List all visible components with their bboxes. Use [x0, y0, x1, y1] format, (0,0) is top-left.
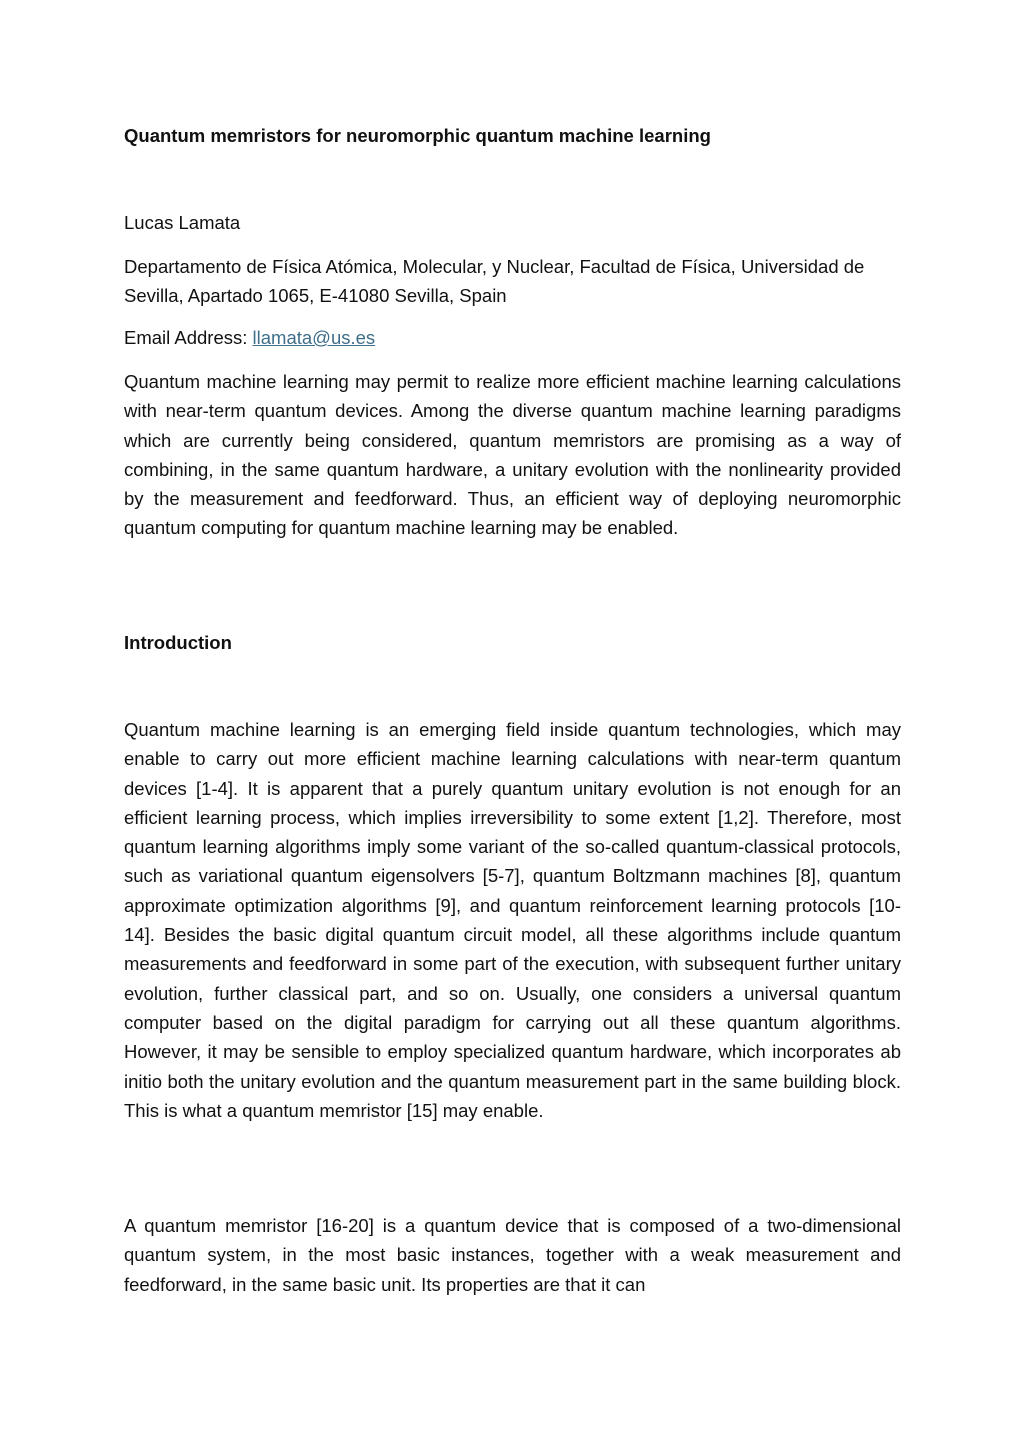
author-affiliation: Departamento de Física Atómica, Molecular, y Nuclear, Facultad de Física, Universidad de Sevilla, Apartado 1065, E-41080 Sevilla, Spain	[124, 256, 865, 306]
author-name: Lucas Lamata	[124, 212, 241, 233]
email-link[interactable]: llamata@us.es	[252, 327, 376, 348]
introduction-heading: Introduction	[124, 632, 232, 653]
email-label: Email Address:	[124, 327, 253, 348]
introduction-paragraph: Quantum machine learning is an emerging field inside quantum technologies, which may enable to carry out more efficient machine learning calculations with near-term quantum devices [1-4]. It is apparent that a purely quantum unitary evolution is not enough for an efficient learning process, which implies irreversibility to some extent [1,2]. Therefore, most quantum learning algorithms imply some variant of the so-called quantum-classical protocols, such as variational quantum eigensolvers [5-7], quantum Boltzmann machines [8], quantum approximate optimization algorithms [9], and quantum reinforcement learning protocols [10-14]. Besides the basic digital quantum circuit model, all these algorithms include quantum measurements and feedforward in some part of the execution, with subsequent further unitary evolution, further classical part, and so on. Usually, one considers a universal quantum computer based on the digital paradigm for carrying out all these quantum algorithms. However, it may be sensible to employ specialized quantum hardware, which incorporates ab initio both the unitary evolution and the quantum measurement part in the same building block. This is what a quantum memristor [15] may enable.	[124, 719, 901, 1121]
paper-title: Quantum memristors for neuromorphic quantum machine learning	[124, 125, 711, 146]
introduction-paragraph: A quantum memristor [16-20] is a quantum device that is composed of a two-dimensional quantum system, in the most basic instances, together with a weak measurement and feedforward, in the same basic unit. Its properties are that it can	[124, 1215, 901, 1295]
abstract-paragraph: Quantum machine learning may permit to realize more efficient machine learning calculations with near-term quantum devices. Among the diverse quantum machine learning paradigms which are currently being considered, quantum memristors are promising as a way of combining, in the same quantum hardware, a unitary evolution with the nonlinearity provided by the measurement and feedforward. Thus, an efficient way of deploying neuromorphic quantum computing for quantum machine learning may be enabled.	[124, 371, 901, 539]
email-line	[124, 325, 375, 351]
